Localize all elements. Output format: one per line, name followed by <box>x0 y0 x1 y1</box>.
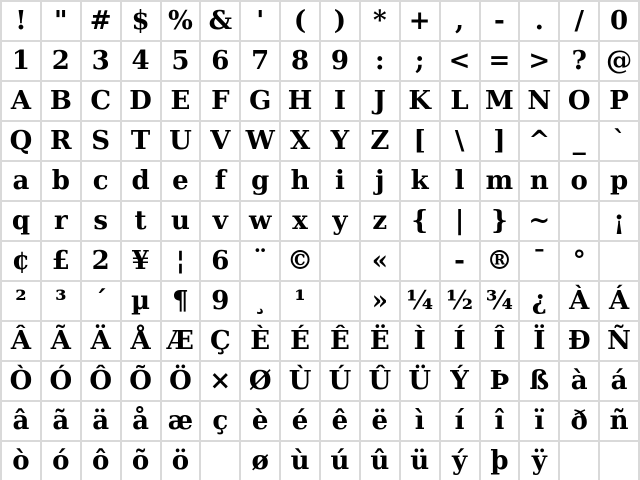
glyph-cell[interactable]: r <box>42 202 80 240</box>
glyph-cell[interactable]: ô <box>82 442 120 480</box>
glyph-cell[interactable]: 2 <box>42 42 80 80</box>
glyph-cell[interactable]: U <box>162 122 200 160</box>
glyph-cell[interactable]: & <box>201 2 239 40</box>
glyph-cell[interactable]: 7 <box>241 42 279 80</box>
glyph-cell[interactable]: à <box>560 362 598 400</box>
glyph-cell[interactable]: v <box>201 202 239 240</box>
glyph-cell[interactable]: Ç <box>201 322 239 360</box>
glyph-cell[interactable]: ç <box>201 402 239 440</box>
glyph-cell[interactable]: é <box>281 402 319 440</box>
glyph-cell[interactable]: ½ <box>441 282 479 320</box>
glyph-cell[interactable]: Ï <box>520 322 558 360</box>
glyph-cell[interactable]: d <box>122 162 160 200</box>
glyph-cell[interactable]: È <box>241 322 279 360</box>
glyph-cell[interactable]: a <box>2 162 40 200</box>
glyph-cell[interactable]: ë <box>361 402 399 440</box>
glyph-cell[interactable]: Ò <box>2 362 40 400</box>
glyph-cell[interactable]: I <box>321 82 359 120</box>
glyph-cell[interactable]: K <box>401 82 439 120</box>
glyph-cell[interactable]: P <box>600 82 638 120</box>
glyph-cell[interactable]: æ <box>162 402 200 440</box>
glyph-cell[interactable]: X <box>281 122 319 160</box>
glyph-cell[interactable]: ÿ <box>520 442 558 480</box>
glyph-cell[interactable]: Ì <box>401 322 439 360</box>
glyph-cell[interactable]: C <box>82 82 120 120</box>
glyph-cell[interactable]: è <box>241 402 279 440</box>
glyph-cell[interactable]: w <box>241 202 279 240</box>
glyph-cell[interactable]: - <box>481 2 519 40</box>
glyph-cell[interactable]: 6 <box>201 242 239 280</box>
glyph-cell[interactable]: ¶ <box>162 282 200 320</box>
glyph-cell[interactable]: ä <box>82 402 120 440</box>
glyph-cell[interactable]: S <box>82 122 120 160</box>
glyph-cell[interactable]: Û <box>361 362 399 400</box>
glyph-cell[interactable]: ® <box>481 242 519 280</box>
glyph-cell[interactable]: ( <box>281 2 319 40</box>
glyph-cell[interactable]: Ö <box>162 362 200 400</box>
glyph-cell[interactable]: ¨ <box>241 242 279 280</box>
glyph-cell[interactable]: õ <box>122 442 160 480</box>
glyph-cell[interactable]: k <box>401 162 439 200</box>
glyph-cell[interactable]: ¢ <box>2 242 40 280</box>
glyph-cell[interactable]: 5 <box>162 42 200 80</box>
glyph-cell[interactable]: ? <box>560 42 598 80</box>
glyph-cell[interactable]: À <box>560 282 598 320</box>
glyph-cell[interactable]: 9 <box>201 282 239 320</box>
glyph-cell[interactable]: j <box>361 162 399 200</box>
glyph-cell[interactable]: f <box>201 162 239 200</box>
glyph-cell[interactable]: ì <box>401 402 439 440</box>
glyph-cell[interactable]: D <box>122 82 160 120</box>
glyph-cell[interactable]: T <box>122 122 160 160</box>
glyph-cell[interactable]: Ó <box>42 362 80 400</box>
glyph-cell[interactable]: ï <box>520 402 558 440</box>
glyph-cell[interactable]: [ <box>401 122 439 160</box>
glyph-cell[interactable]: ³ <box>42 282 80 320</box>
glyph-cell[interactable]: ß <box>520 362 558 400</box>
glyph-cell[interactable]: ° <box>560 242 598 280</box>
glyph-cell[interactable]: « <box>361 242 399 280</box>
glyph-cell[interactable]: l <box>441 162 479 200</box>
glyph-cell[interactable]: Ñ <box>600 322 638 360</box>
glyph-cell[interactable]: + <box>401 2 439 40</box>
glyph-cell[interactable]: : <box>361 42 399 80</box>
glyph-cell[interactable]: t <box>122 202 160 240</box>
glyph-cell[interactable]: | <box>441 202 479 240</box>
glyph-cell[interactable]: á <box>600 362 638 400</box>
glyph-cell[interactable]: m <box>481 162 519 200</box>
glyph-cell[interactable]: \ <box>441 122 479 160</box>
glyph-cell[interactable]: ð <box>560 402 598 440</box>
glyph-cell[interactable]: Ý <box>441 362 479 400</box>
glyph-cell[interactable]: þ <box>481 442 519 480</box>
glyph-cell[interactable]: ¿ <box>520 282 558 320</box>
glyph-cell[interactable]: " <box>42 2 80 40</box>
glyph-cell[interactable]: û <box>361 442 399 480</box>
glyph-cell-empty <box>201 442 239 480</box>
glyph-cell[interactable]: 2 <box>82 242 120 280</box>
glyph-cell[interactable]: ù <box>281 442 319 480</box>
glyph-cell[interactable]: 0 <box>600 2 638 40</box>
glyph-cell[interactable]: J <box>361 82 399 120</box>
glyph-cell[interactable]: ö <box>162 442 200 480</box>
glyph-cell[interactable]: 9 <box>321 42 359 80</box>
glyph-cell[interactable]: ý <box>441 442 479 480</box>
glyph-cell[interactable]: ¾ <box>481 282 519 320</box>
glyph-cell[interactable]: c <box>82 162 120 200</box>
glyph-cell[interactable]: F <box>201 82 239 120</box>
glyph-cell[interactable]: ã <box>42 402 80 440</box>
glyph-cell[interactable]: Ü <box>401 362 439 400</box>
glyph-cell[interactable]: Ø <box>241 362 279 400</box>
glyph-cell-empty <box>321 242 359 280</box>
glyph-cell[interactable]: x <box>281 202 319 240</box>
glyph-cell[interactable]: ² <box>2 282 40 320</box>
glyph-cell[interactable]: b <box>42 162 80 200</box>
glyph-cell[interactable]: V <box>201 122 239 160</box>
glyph-cell[interactable]: ¦ <box>162 242 200 280</box>
glyph-cell[interactable]: L <box>441 82 479 120</box>
glyph-cell[interactable]: Þ <box>481 362 519 400</box>
glyph-cell[interactable]: ¼ <box>401 282 439 320</box>
glyph-cell-empty <box>321 282 359 320</box>
glyph-cell[interactable]: y <box>321 202 359 240</box>
glyph-cell[interactable]: n <box>520 162 558 200</box>
glyph-cell[interactable]: Í <box>441 322 479 360</box>
glyph-cell[interactable]: e <box>162 162 200 200</box>
glyph-cell[interactable]: g <box>241 162 279 200</box>
glyph-cell[interactable]: Ä <box>82 322 120 360</box>
glyph-cell[interactable]: í <box>441 402 479 440</box>
glyph-cell[interactable]: ; <box>401 42 439 80</box>
glyph-cell[interactable]: N <box>520 82 558 120</box>
glyph-cell-empty <box>560 442 598 480</box>
glyph-cell[interactable]: ü <box>401 442 439 480</box>
glyph-cell[interactable]: Å <box>122 322 160 360</box>
glyph-cell[interactable]: ´ <box>82 282 120 320</box>
glyph-cell[interactable]: É <box>281 322 319 360</box>
glyph-cell[interactable]: ò <box>2 442 40 480</box>
glyph-cell[interactable]: â <box>2 402 40 440</box>
glyph-cell[interactable]: A <box>2 82 40 120</box>
glyph-cell[interactable]: Y <box>321 122 359 160</box>
glyph-cell[interactable]: Ê <box>321 322 359 360</box>
glyph-cell[interactable]: î <box>481 402 519 440</box>
glyph-cell[interactable]: O <box>560 82 598 120</box>
glyph-cell[interactable]: R <box>42 122 80 160</box>
glyph-cell[interactable]: o <box>560 162 598 200</box>
glyph-cell[interactable]: i <box>321 162 359 200</box>
glyph-cell[interactable]: z <box>361 202 399 240</box>
glyph-cell[interactable]: å <box>122 402 160 440</box>
glyph-cell[interactable]: ' <box>241 2 279 40</box>
glyph-cell[interactable]: ~ <box>520 202 558 240</box>
glyph-cell[interactable]: Ð <box>560 322 598 360</box>
glyph-cell[interactable]: . <box>520 2 558 40</box>
glyph-cell[interactable]: 4 <box>122 42 160 80</box>
glyph-cell[interactable]: $ <box>122 2 160 40</box>
glyph-cell[interactable]: % <box>162 2 200 40</box>
glyph-cell[interactable]: £ <box>42 242 80 280</box>
glyph-cell[interactable]: Z <box>361 122 399 160</box>
glyph-cell[interactable]: * <box>361 2 399 40</box>
glyph-cell[interactable]: ñ <box>600 402 638 440</box>
glyph-cell[interactable]: Ú <box>321 362 359 400</box>
glyph-cell[interactable]: ] <box>481 122 519 160</box>
glyph-cell[interactable]: ¸ <box>241 282 279 320</box>
glyph-cell[interactable]: q <box>2 202 40 240</box>
glyph-cell[interactable]: 6 <box>201 42 239 80</box>
glyph-cell[interactable]: # <box>82 2 120 40</box>
glyph-cell[interactable]: > <box>520 42 558 80</box>
glyph-cell[interactable]: ¡ <box>600 202 638 240</box>
glyph-cell[interactable]: / <box>560 2 598 40</box>
glyph-cell[interactable]: M <box>481 82 519 120</box>
glyph-cell[interactable]: h <box>281 162 319 200</box>
glyph-cell-empty <box>600 442 638 480</box>
glyph-cell[interactable]: Ë <box>361 322 399 360</box>
glyph-cell[interactable]: ) <box>321 2 359 40</box>
glyph-cell[interactable]: × <box>201 362 239 400</box>
glyph-cell[interactable]: ¥ <box>122 242 160 280</box>
glyph-cell[interactable]: ø <box>241 442 279 480</box>
glyph-cell[interactable]: © <box>281 242 319 280</box>
glyph-cell[interactable]: µ <box>122 282 160 320</box>
glyph-cell[interactable]: < <box>441 42 479 80</box>
glyph-cell[interactable]: - <box>441 242 479 280</box>
glyph-cell[interactable]: ¯ <box>520 242 558 280</box>
glyph-cell[interactable]: _ <box>560 122 598 160</box>
glyph-cell[interactable]: ¹ <box>281 282 319 320</box>
glyph-cell[interactable]: Õ <box>122 362 160 400</box>
glyph-cell[interactable]: Î <box>481 322 519 360</box>
glyph-cell[interactable]: u <box>162 202 200 240</box>
glyph-cell[interactable]: ó <box>42 442 80 480</box>
glyph-cell[interactable]: 3 <box>82 42 120 80</box>
glyph-cell-empty <box>560 202 598 240</box>
glyph-cell[interactable]: s <box>82 202 120 240</box>
glyph-cell[interactable]: 8 <box>281 42 319 80</box>
glyph-cell[interactable]: Ã <box>42 322 80 360</box>
glyph-cell[interactable]: H <box>281 82 319 120</box>
glyph-cell[interactable]: G <box>241 82 279 120</box>
glyph-cell[interactable]: Â <box>2 322 40 360</box>
glyph-cell[interactable]: 1 <box>2 42 40 80</box>
glyph-cell[interactable]: Ù <box>281 362 319 400</box>
glyph-cell[interactable]: @ <box>600 42 638 80</box>
glyph-cell[interactable]: Á <box>600 282 638 320</box>
glyph-cell[interactable]: B <box>42 82 80 120</box>
glyph-cell[interactable]: W <box>241 122 279 160</box>
glyph-cell[interactable]: = <box>481 42 519 80</box>
glyph-cell[interactable]: ! <box>2 2 40 40</box>
glyph-cell[interactable]: Q <box>2 122 40 160</box>
glyph-cell[interactable]: E <box>162 82 200 120</box>
glyph-cell[interactable]: Æ <box>162 322 200 360</box>
glyph-cell[interactable]: ^ <box>520 122 558 160</box>
glyph-cell[interactable]: ` <box>600 122 638 160</box>
glyph-cell[interactable]: ú <box>321 442 359 480</box>
glyph-cell[interactable]: p <box>600 162 638 200</box>
glyph-cell[interactable]: { <box>401 202 439 240</box>
glyph-cell[interactable]: , <box>441 2 479 40</box>
glyph-cell[interactable]: Ô <box>82 362 120 400</box>
glyph-cell-empty <box>401 242 439 280</box>
glyph-cell[interactable]: ê <box>321 402 359 440</box>
glyph-cell-empty <box>600 242 638 280</box>
glyph-cell[interactable]: } <box>481 202 519 240</box>
glyph-cell[interactable]: » <box>361 282 399 320</box>
